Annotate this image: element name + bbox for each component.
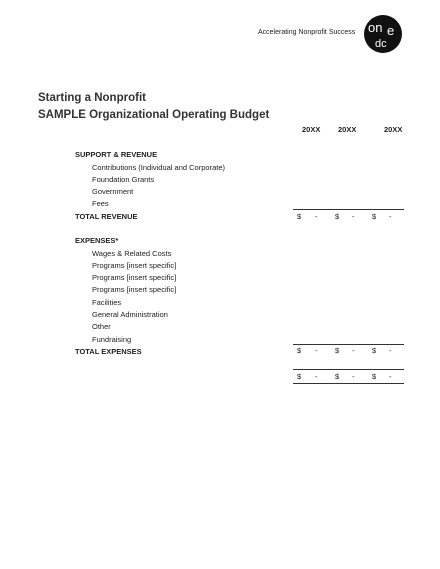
- total-revenue-label: TOTAL REVENUE: [75, 212, 138, 221]
- revenue-item: Foundation Grants: [92, 175, 155, 184]
- net-value-2: -: [352, 372, 355, 381]
- expenses-value-1: -: [315, 346, 318, 355]
- expense-item: Programs [insert specific]: [92, 285, 177, 294]
- revenue-heading: SUPPORT & REVENUE: [75, 150, 158, 159]
- expense-item: Facilities: [92, 298, 122, 307]
- revenue-item: Fees: [92, 199, 109, 208]
- expense-item: Programs [insert specific]: [92, 261, 177, 270]
- revenue-currency-1: $: [297, 212, 302, 221]
- logo-text-one: on: [368, 20, 383, 35]
- expenses-value-3: -: [389, 346, 392, 355]
- document-title: Starting a Nonprofit: [38, 92, 146, 104]
- expenses-currency-2: $: [335, 346, 340, 355]
- revenue-currency-2: $: [335, 212, 340, 221]
- expense-item: Other: [92, 322, 111, 331]
- net-currency-1: $: [297, 372, 302, 381]
- revenue-total-rule: [293, 209, 404, 210]
- revenue-item: Contributions (Individual and Corporate): [92, 163, 225, 172]
- revenue-value-1: -: [315, 212, 318, 221]
- net-currency-3: $: [372, 372, 377, 381]
- expenses-value-2: -: [352, 346, 355, 355]
- net-currency-2: $: [335, 372, 340, 381]
- column-header-2: 20XX: [338, 125, 357, 134]
- expense-item: Fundraising: [92, 335, 132, 344]
- net-value-3: -: [389, 372, 392, 381]
- expenses-total-rule: [293, 344, 404, 345]
- expense-item: General Administration: [92, 310, 168, 319]
- net-rule: [293, 369, 404, 370]
- column-header-1: 20XX: [302, 125, 321, 134]
- column-header-3: 20XX: [384, 125, 403, 134]
- net-bottom-rule: [293, 383, 404, 384]
- logo-text-dc: dc: [375, 38, 387, 50]
- expense-item: Wages & Related Costs: [92, 249, 172, 258]
- revenue-value-2: -: [352, 212, 355, 221]
- revenue-currency-3: $: [372, 212, 377, 221]
- expenses-currency-3: $: [372, 346, 377, 355]
- net-value-1: -: [315, 372, 318, 381]
- document-subtitle: SAMPLE Organizational Operating Budget: [38, 109, 270, 121]
- onedc-logo: [359, 14, 407, 54]
- revenue-item: Government: [92, 187, 134, 196]
- expenses-heading: EXPENSES*: [75, 236, 119, 245]
- total-expenses-label: TOTAL EXPENSES: [75, 347, 142, 356]
- expense-item: Programs [insert specific]: [92, 273, 177, 282]
- revenue-value-3: -: [389, 212, 392, 221]
- expenses-currency-1: $: [297, 346, 302, 355]
- header-tagline: Accelerating Nonprofit Success: [258, 29, 356, 36]
- logo-text-e: e: [387, 23, 395, 38]
